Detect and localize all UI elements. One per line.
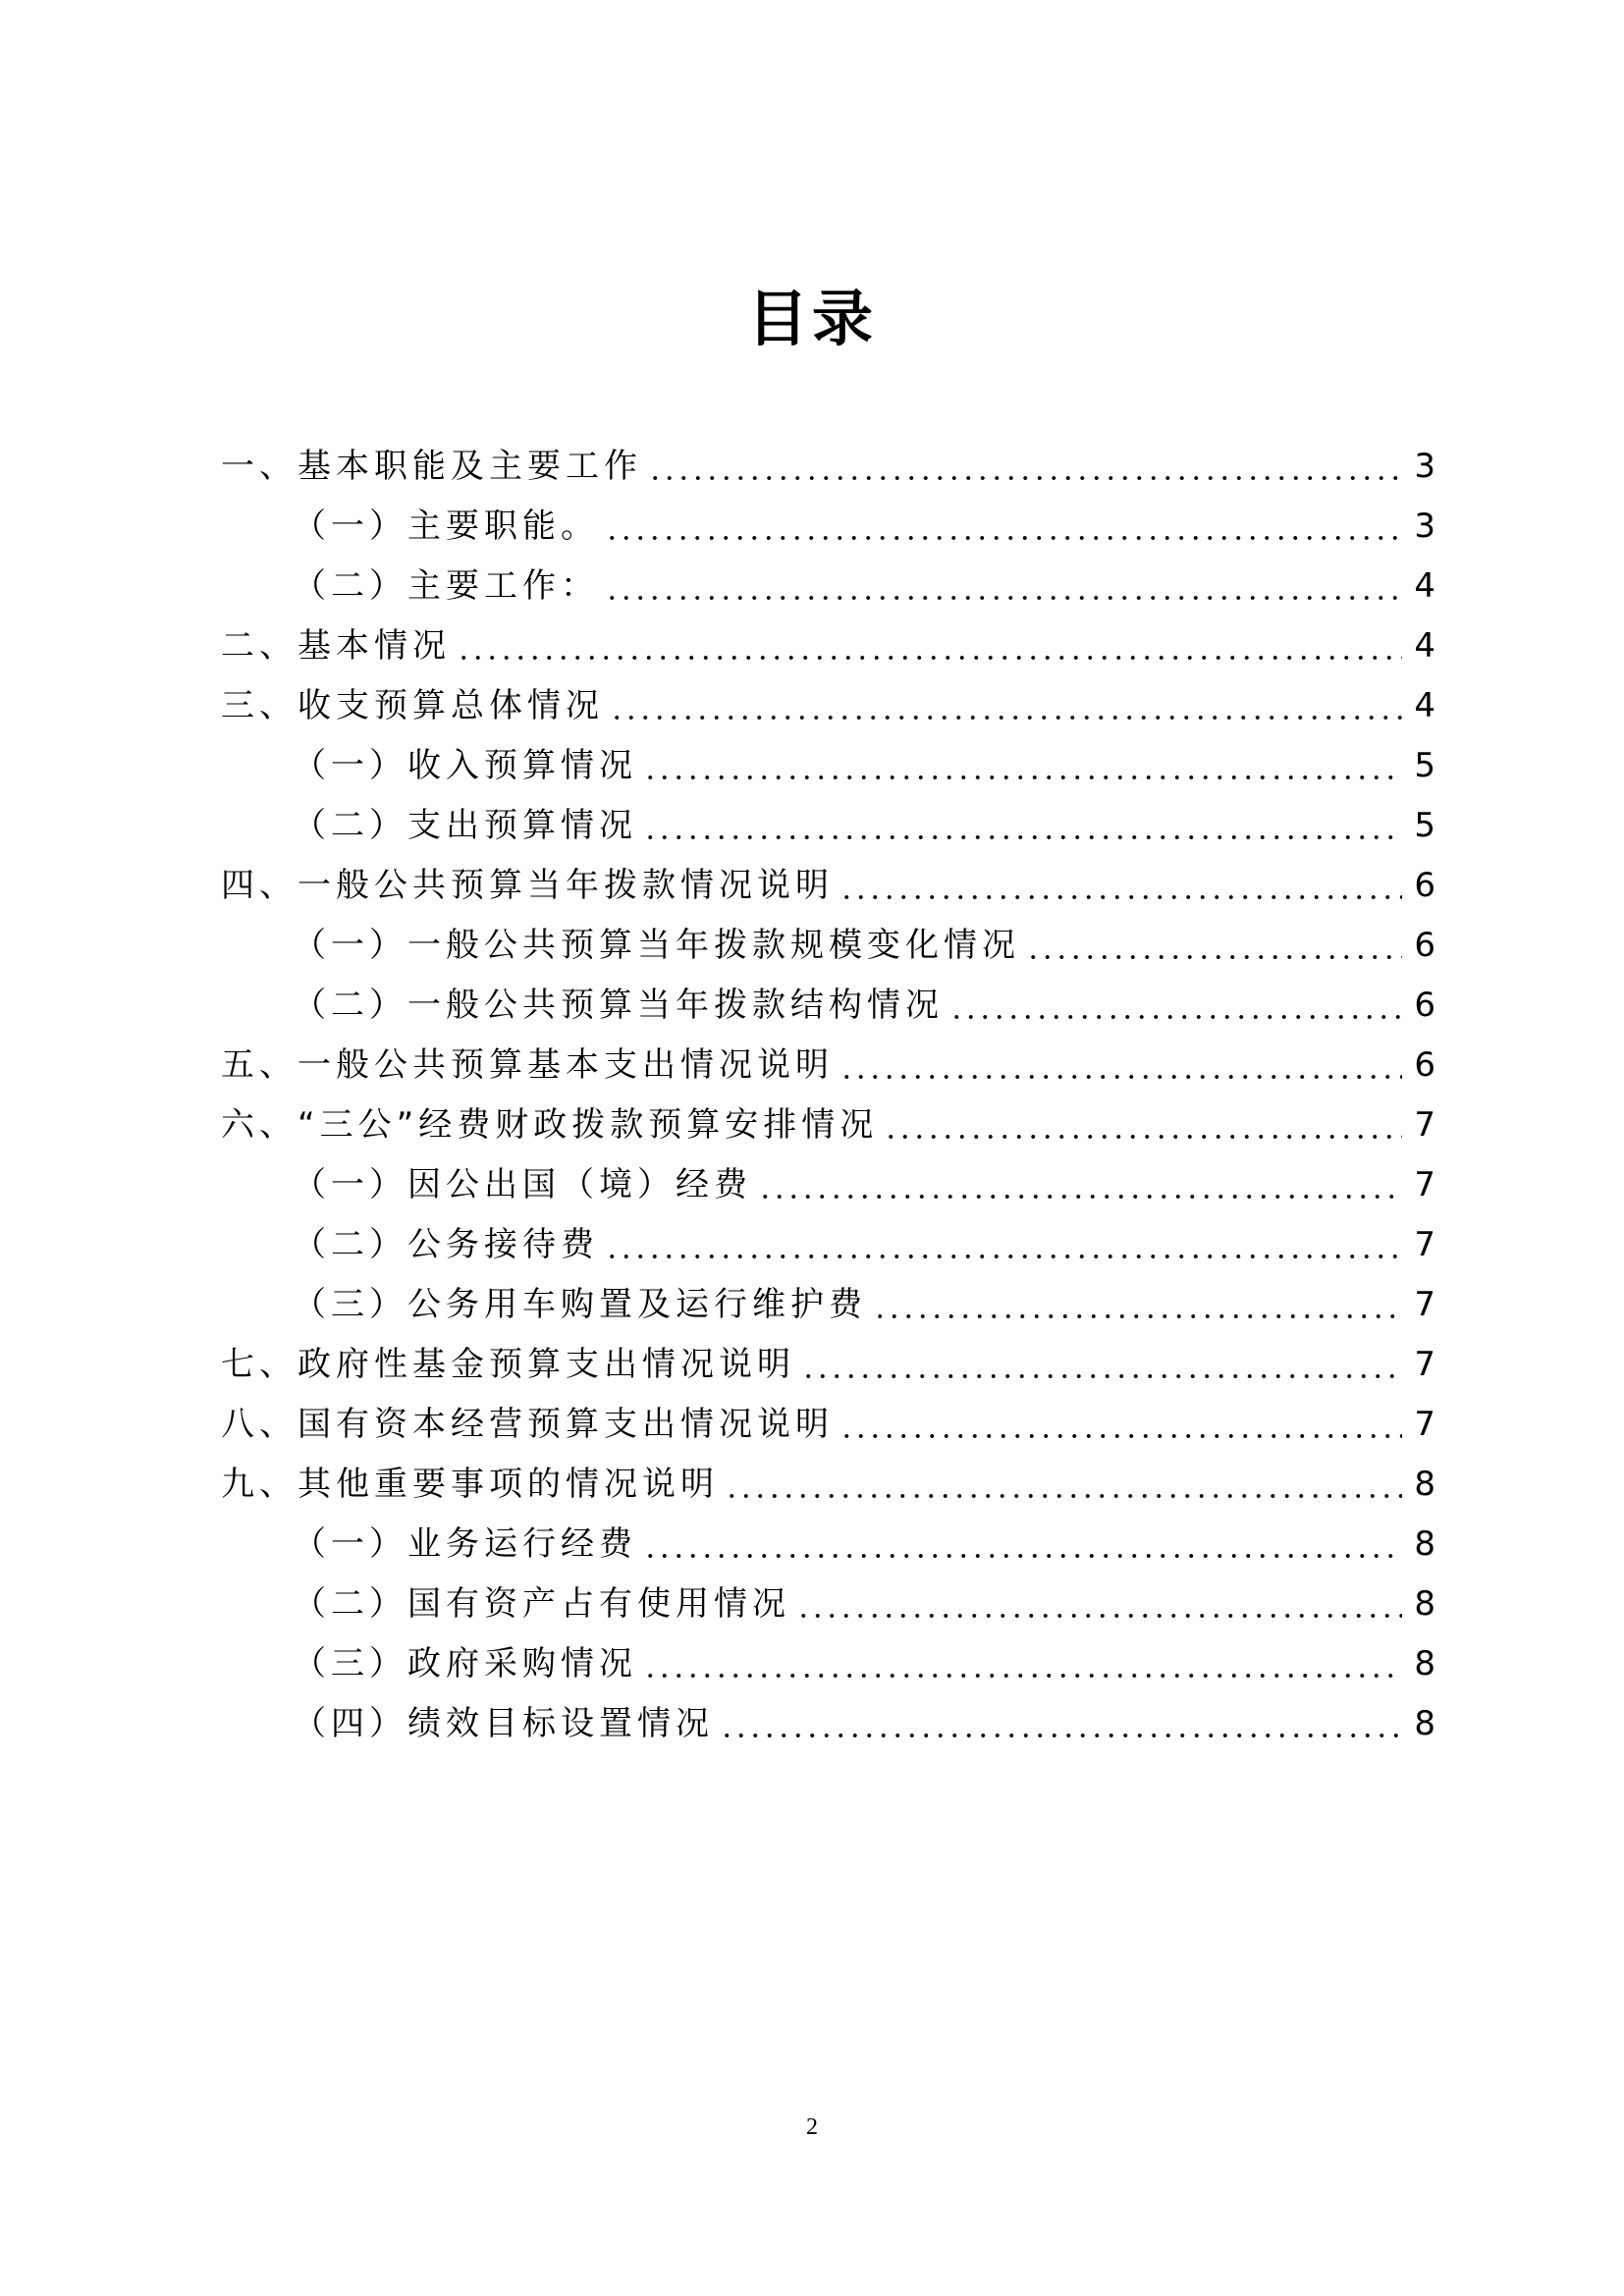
toc-entry-section-9-4[interactable]	[293, 1694, 1435, 1754]
toc-entry-page: 3	[1414, 447, 1435, 486]
toc-dot-leader	[643, 773, 1402, 782]
toc-entry-page: 6	[1414, 986, 1435, 1025]
toc-entry-section-4-1[interactable]	[293, 916, 1435, 976]
toc-entry-label: 一、基本职能及主要工作	[221, 447, 642, 486]
toc-dot-leader	[648, 473, 1402, 483]
toc-entry-section-9[interactable]	[221, 1455, 1435, 1515]
toc-entry-label: （二）支出预算情况	[293, 806, 637, 845]
toc-dot-leader	[949, 1012, 1402, 1022]
toc-entry-label: 九、其他重要事项的情况说明	[221, 1465, 719, 1504]
toc-entry-section-6-3[interactable]	[293, 1275, 1435, 1335]
toc-dot-leader	[643, 1671, 1402, 1681]
toc-dot-leader	[605, 593, 1402, 603]
toc-entry-page: 6	[1414, 1045, 1435, 1085]
toc-entry-page: 8	[1414, 1644, 1435, 1683]
toc-entry-page: 7	[1414, 1405, 1435, 1444]
toc-entry-section-4-2[interactable]	[293, 976, 1435, 1036]
toc-entry-label: 二、基本情况	[221, 626, 451, 666]
toc-entry-page: 7	[1414, 1225, 1435, 1264]
toc-entry-label: 四、一般公共预算当年拨款情况说明	[221, 866, 834, 905]
toc-entry-page: 8	[1414, 1524, 1435, 1564]
toc-entry-section-1-2[interactable]	[293, 557, 1435, 616]
toc-dot-leader	[605, 1252, 1402, 1261]
toc-entry-page: 8	[1414, 1465, 1435, 1504]
toc-dot-leader	[643, 832, 1402, 842]
toc-entry-page: 5	[1414, 806, 1435, 845]
toc-entry-label: （三）政府采购情况	[293, 1644, 637, 1683]
toc-entry-label: （一）业务运行经费	[293, 1524, 637, 1564]
toc-entry-page: 8	[1414, 1704, 1435, 1743]
page-number: 2	[806, 2114, 818, 2140]
toc-dot-leader	[839, 1431, 1402, 1441]
toc-entry-label: 三、收支预算总体情况	[221, 686, 604, 725]
toc-entry-label: 七、政府性基金预算支出情况说明	[221, 1345, 795, 1384]
toc-entry-label: （三）公务用车购置及运行维护费	[293, 1285, 867, 1324]
toc-dot-leader	[839, 1072, 1402, 1082]
toc-dot-leader	[725, 1491, 1402, 1501]
toc-entry-section-3-2[interactable]	[293, 796, 1435, 856]
toc-entry-section-9-3[interactable]	[293, 1634, 1435, 1694]
toc-entry-label: （一）因公出国（境）经费	[293, 1165, 752, 1204]
toc-entry-label: （一）一般公共预算当年拨款规模变化情况	[293, 926, 1020, 965]
toc-entry-section-5[interactable]	[221, 1036, 1435, 1095]
toc-entry-label: （二）国有资产占有使用情况	[293, 1584, 790, 1624]
toc-entry-section-9-2[interactable]	[293, 1575, 1435, 1634]
toc-entry-section-1[interactable]	[221, 437, 1435, 497]
toc-entry-section-8[interactable]	[221, 1395, 1435, 1455]
toc-dot-leader	[884, 1132, 1402, 1142]
toc-dot-leader	[610, 713, 1402, 722]
toc-entry-label: （二）公务接待费	[293, 1225, 599, 1264]
toc-entry-section-9-1[interactable]	[293, 1515, 1435, 1575]
toc-entry-section-2[interactable]	[221, 616, 1435, 676]
toc-entry-page: 4	[1414, 686, 1435, 725]
toc-entry-section-1-1[interactable]	[293, 497, 1435, 557]
toc-entry-label: 六、“三公”经费财政拨款预算安排情况	[221, 1105, 879, 1145]
toc-entry-page: 7	[1414, 1345, 1435, 1384]
toc-entry-page: 5	[1414, 746, 1435, 785]
toc-dot-leader	[1026, 952, 1402, 962]
toc-dot-leader	[643, 1551, 1402, 1561]
toc-entry-section-3-1[interactable]	[293, 736, 1435, 796]
toc-dot-leader	[839, 892, 1402, 902]
toc-entry-label: （四）绩效目标设置情况	[293, 1704, 714, 1743]
toc-dot-leader	[758, 1192, 1402, 1201]
toc-dot-leader	[796, 1611, 1402, 1621]
toc-entry-page: 6	[1414, 926, 1435, 965]
toc-entry-page: 6	[1414, 866, 1435, 905]
toc-dot-leader	[801, 1371, 1402, 1381]
toc-entry-page: 8	[1414, 1584, 1435, 1624]
toc-dot-leader	[605, 533, 1402, 543]
toc-entry-label: （一）收入预算情况	[293, 746, 637, 785]
toc-entry-section-6-1[interactable]	[293, 1155, 1435, 1215]
toc-dot-leader	[457, 653, 1402, 663]
toc-entry-page: 4	[1414, 566, 1435, 606]
toc-entry-section-6-2[interactable]	[293, 1215, 1435, 1275]
toc-dot-leader	[720, 1731, 1402, 1740]
toc-entry-section-6[interactable]	[221, 1095, 1435, 1155]
toc-entry-label: 八、国有资本经营预算支出情况说明	[221, 1405, 834, 1444]
toc-entry-label: （二）主要工作：	[293, 566, 599, 606]
toc-entry-page: 7	[1414, 1285, 1435, 1324]
toc-entry-section-4[interactable]	[221, 856, 1435, 916]
toc-dot-leader	[873, 1311, 1402, 1321]
toc-entry-section-7[interactable]	[221, 1335, 1435, 1395]
toc-entry-page: 4	[1414, 626, 1435, 666]
toc-entry-label: 五、一般公共预算基本支出情况说明	[221, 1045, 834, 1085]
toc-entry-page: 7	[1414, 1165, 1435, 1204]
toc-entry-section-3[interactable]	[221, 676, 1435, 736]
toc-entry-page: 3	[1414, 507, 1435, 546]
toc-entry-page: 7	[1414, 1105, 1435, 1145]
page-title: 目录	[746, 283, 877, 354]
toc-entry-label: （一）主要职能。	[293, 507, 599, 546]
toc-entry-label: （二）一般公共预算当年拨款结构情况	[293, 986, 944, 1025]
